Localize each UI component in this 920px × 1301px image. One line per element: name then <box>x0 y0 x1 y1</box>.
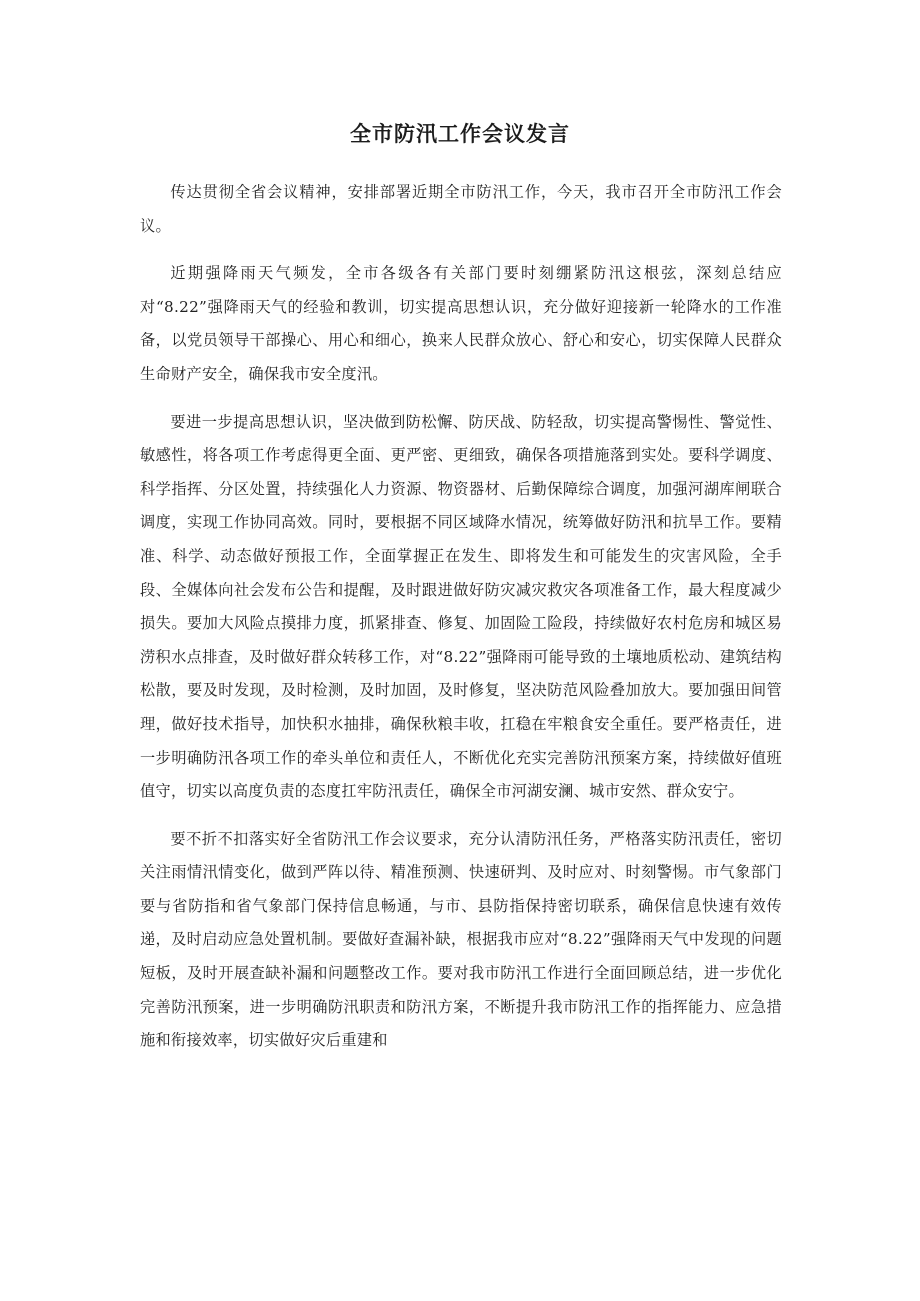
paragraph-3: 要进一步提高思想认识，坚决做到防松懈、防厌战、防轻敌，切实提高警惕性、警觉性、敏感性，将各项工作考虑得更全面、更严密、更细致，确保各项措施落到实处。要科学调度、科学指挥、分区处置，持续强化人力资源、物资器材、后勤保障综合调度，加强河湖库闸联合调度，实现工作协同高效。同时，要根据不同区域降水情况，统筹做好防汛和抗旱工作。要精准、科学、动态做好预报工作，全面掌握正在发生、即将发生和可能发生的灾害风险，全手段、全媒体向社会发布公告和提醒，及时跟进做好防灾减灾救灾各项准备工作，最大程度减少损失。要加大风险点摸排力度，抓紧排查、修复、加固险工险段，持续做好农村危房和城区易涝积水点排查，及时做好群众转移工作，对“8.22”强降雨可能导致的土壤地质松动、建筑结构松散，要及时发现，及时检测，及时加固，及时修复，坚决防范风险叠加放大。要加强田间管理，做好技术指导，加快积水抽排，确保秋粮丰收，扛稳在牢粮食安全重任。要严格责任，进一步明确防汛各项工作的牵头单位和责任人，不断优化充实完善防汛预案方案，持续做好值班值守，切实以高度负责的态度扛牢防汛责任，确保全市河湖安澜、城市安然、群众安宁。 <box>140 412 782 801</box>
paragraph-1: 传达贯彻全省会议精神，安排部署近期全市防汛工作，今天，我市召开全市防汛工作会议。 <box>140 183 782 235</box>
paragraph-2: 近期强降雨天气频发，全市各级各有关部门要时刻绷紧防汛这根弦，深刻总结应对“8.22”强降雨天气的经验和教训，切实提高思想认识，充分做好迎接新一轮降水的工作准备，以党员领导干部操心、用心和细心，换来人民群众放心、舒心和安心，切实保障人民群众生命财产安全，确保我市安全度汛。 <box>140 264 782 383</box>
document-title: 全市防汛工作会议发言 <box>350 122 570 146</box>
document-body <box>140 176 782 1072</box>
paragraph-4: 要不折不扣落实好全省防汛工作会议要求，充分认清防汛任务，严格落实防汛责任，密切关注雨情汛情变化，做到严阵以待、精准预测、快速研判、及时应对、时刻警惕。市气象部门要与省防指和省气象部门保持信息畅通，与市、县防指保持密切联系，确保信息快速有效传递，及时启动应急处置机制。要做好查漏补缺，根据我市应对“8.22”强降雨天气中发现的问题短板，及时开展查缺补漏和问题整改工作。要对我市防汛工作进行全面回顾总结，进一步优化完善防汛预案，进一步明确防汛职责和防汛方案，不断提升我市防汛工作的指挥能力、应急措施和衔接效率，切实做好灾后重建和 <box>140 829 782 1050</box>
